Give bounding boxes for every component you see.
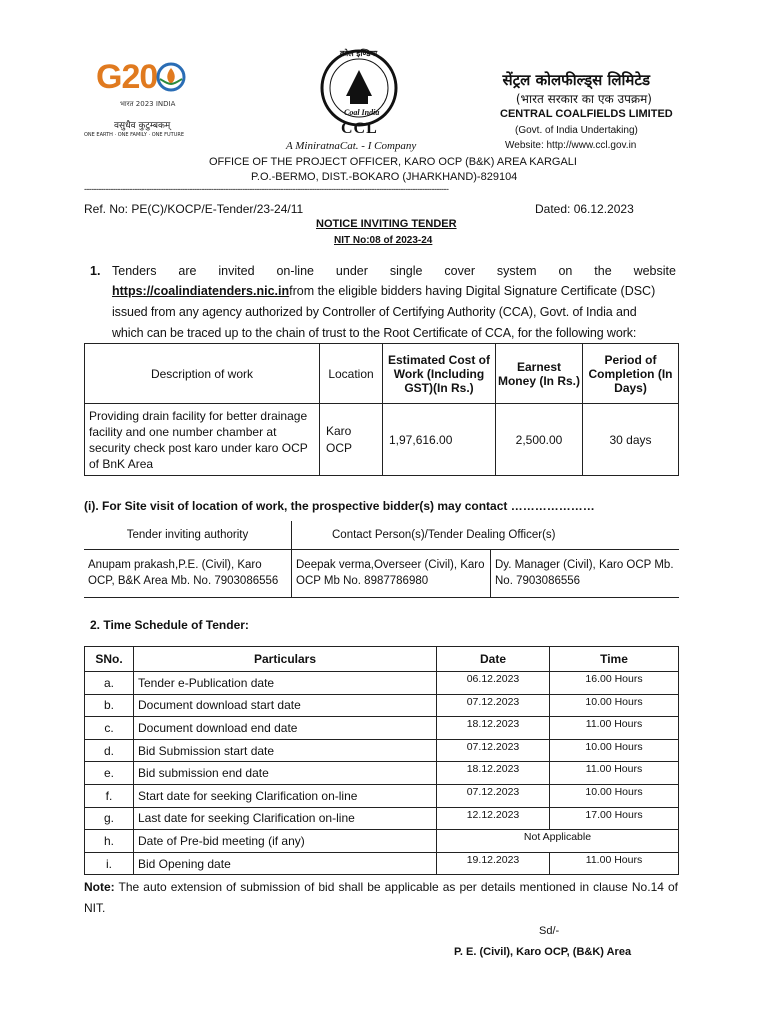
notice-title: NOTICE INVITING TENDER xyxy=(316,218,457,230)
schedule-sno: c. xyxy=(85,717,134,740)
para-1-number: 1. xyxy=(90,264,101,278)
g20-sanskrit: वसुधैव कुटुम्बकम् xyxy=(114,121,171,131)
schedule-date: 07.12.2023 xyxy=(437,694,550,717)
para-1-word: on xyxy=(558,264,573,278)
para-1-word: single xyxy=(389,264,423,278)
dated: Dated: 06.12.2023 xyxy=(535,202,634,216)
th-estimated-cost: Estimated Cost of Work (Including GST)(In Rs.) xyxy=(383,344,496,404)
schedule-particular: Last date for seeking Clarification on-line xyxy=(134,807,437,830)
para-1-word: website xyxy=(633,264,676,278)
contact-authority: Anupam prakash,P.E. (Civil), Karo OCP, B&K Area Mb. No. 7903086556 xyxy=(84,549,292,597)
nit-number: NIT No:08 of 2023-24 xyxy=(334,235,433,246)
para-1-line-3: issued from any agency authorized by Controller of Certifying Authority (CCA), Govt. of India and xyxy=(112,305,637,319)
work-description: Providing drain facility for better drainage facility and one number chamber at security check post karo under karo OCP of BnK Area xyxy=(85,404,320,476)
schedule-time: 10.00 Hours xyxy=(550,784,679,807)
schedule-sno: e. xyxy=(85,762,134,785)
schedule-date: 18.12.2023 xyxy=(437,717,550,740)
schedule-particular: Bid submission end date xyxy=(134,762,437,785)
address-line: P.O.-BERMO, DIST.-BOKARO (JHARKHAND)-829104 xyxy=(251,171,518,183)
seal-text-english: Coal India xyxy=(344,108,380,117)
contact-table xyxy=(84,521,679,598)
office-line: OFFICE OF THE PROJECT OFFICER, KARO OCP (B&K) AREA KARGALI xyxy=(209,156,577,168)
note-label: Note: xyxy=(84,880,115,894)
th-date: Date xyxy=(437,647,550,672)
schedule-date: 06.12.2023 xyxy=(437,672,550,695)
schedule-particular: Date of Pre-bid meeting (if any) xyxy=(134,830,437,853)
g20-motto: ONE EARTH · ONE FAMILY · ONE FUTURE xyxy=(84,132,184,138)
schedule-sno: f. xyxy=(85,784,134,807)
schedule-row xyxy=(85,739,679,762)
hindi-subtitle: (भारत सरकार का एक उपक्रम) xyxy=(515,92,652,106)
schedule-time: 17.00 Hours xyxy=(550,807,679,830)
schedule-sno: g. xyxy=(85,807,134,830)
schedule-date: 07.12.2023 xyxy=(437,739,550,762)
th-period: Period of Completion (In Days) xyxy=(583,344,679,404)
para-1-word: the xyxy=(594,264,612,278)
contact-overseer: Deepak verma,Overseer (Civil), Karo OCP Mb No. 8987786980 xyxy=(292,549,491,597)
para-1-word: system xyxy=(496,264,537,278)
ccl-tagline: A MiniratnaCat. - I Company xyxy=(286,140,417,152)
divider: -------------------------------------------------------------------------------------------------------------------------------------------------------- xyxy=(84,184,449,194)
schedule-sno: b. xyxy=(85,694,134,717)
schedule-time: 11.00 Hours xyxy=(550,717,679,740)
work-cost: 1,97,616.00 xyxy=(383,404,496,476)
schedule-row xyxy=(85,717,679,740)
site-visit-heading: (i). For Site visit of location of work, the prospective bidder(s) may contact ………………… xyxy=(84,499,595,513)
schedule-sno: h. xyxy=(85,830,134,853)
para-1-word: Tenders xyxy=(112,264,157,278)
work-earnest: 2,500.00 xyxy=(496,404,583,476)
schedule-date: 19.12.2023 xyxy=(437,852,550,875)
work-location: Karo OCP xyxy=(320,404,383,476)
th-earnest-money: Earnest Money (In Rs.) xyxy=(496,344,583,404)
hindi-company-name: सेंट्रल कोलफील्ड्स लिमिटेड xyxy=(502,71,650,89)
schedule-time: 10.00 Hours xyxy=(550,739,679,762)
schedule-row xyxy=(85,762,679,785)
contact-dy-manager: Dy. Manager (Civil), Karo OCP Mb. No. 7903086556 xyxy=(491,549,680,597)
schedule-sno: d. xyxy=(85,739,134,762)
work-table xyxy=(84,343,679,476)
schedule-sno: i. xyxy=(85,852,134,875)
schedule-title: 2. Time Schedule of Tender: xyxy=(90,618,249,632)
coal-india-seal xyxy=(314,48,404,128)
th-description: Description of work xyxy=(85,344,320,404)
tender-portal-link[interactable]: https://coalindiatenders.nic.in xyxy=(112,284,290,298)
company-name: CENTRAL COALFIELDS LIMITED xyxy=(500,108,673,120)
g20-subtitle: भारत 2023 INDIA xyxy=(120,100,176,108)
th-time: Time xyxy=(550,647,679,672)
lotus-icon xyxy=(156,62,186,92)
signatory: P. E. (Civil), Karo OCP, (B&K) Area xyxy=(454,946,632,958)
para-1-word: invited xyxy=(218,264,255,278)
para-1-word: on-line xyxy=(276,264,314,278)
schedule-date: Not Applicable xyxy=(437,830,679,853)
schedule-table xyxy=(84,646,679,875)
seal-text-hindi: कोल इण्डिया xyxy=(340,49,378,58)
th-sno: SNo. xyxy=(85,647,134,672)
ref-number: Ref. No: PE(C)/KOCP/E-Tender/23-24/11 xyxy=(84,202,304,216)
th-location: Location xyxy=(320,344,383,404)
g20-logo xyxy=(84,58,204,142)
work-period: 30 days xyxy=(583,404,679,476)
signature: Sd/- xyxy=(539,925,560,937)
para-1-word: cover xyxy=(444,264,475,278)
g20-wordmark: G20 xyxy=(96,58,158,96)
schedule-time: 10.00 Hours xyxy=(550,694,679,717)
note xyxy=(84,877,678,919)
schedule-sno: a. xyxy=(85,672,134,695)
schedule-row xyxy=(85,694,679,717)
schedule-particular: Tender e-Publication date xyxy=(134,672,437,695)
th-particulars: Particulars xyxy=(134,647,437,672)
para-1-word: are xyxy=(178,264,197,278)
schedule-time: 11.00 Hours xyxy=(550,762,679,785)
schedule-row xyxy=(85,784,679,807)
schedule-time: 11.00 Hours xyxy=(550,852,679,875)
schedule-date: 12.12.2023 xyxy=(437,807,550,830)
para-1-line-2: https://coalindiatenders.nic.infrom the eligible bidders having Digital Signature Certificate (DSC) xyxy=(112,284,656,298)
para-1-word: under xyxy=(335,264,368,278)
website: Website: http://www.ccl.gov.in xyxy=(505,140,637,151)
schedule-particular: Document download start date xyxy=(134,694,437,717)
para-1-line-1 xyxy=(112,264,676,278)
para-1-line-4: which can be traced up to the chain of trust to the Root Certificate of CCA, for the following work: xyxy=(112,326,637,340)
note-text: The auto extension of submission of bid shall be applicable as per details mentioned in clause No.14 of NIT. xyxy=(84,880,678,915)
schedule-row xyxy=(85,830,679,853)
schedule-particular: Start date for seeking Clarification on-line xyxy=(134,784,437,807)
schedule-particular: Bid Submission start date xyxy=(134,739,437,762)
govt-undertaking: (Govt. of India Undertaking) xyxy=(515,125,638,136)
schedule-row xyxy=(85,807,679,830)
schedule-date: 07.12.2023 xyxy=(437,784,550,807)
schedule-particular: Document download end date xyxy=(134,717,437,740)
schedule-row xyxy=(85,852,679,875)
schedule-row xyxy=(85,672,679,695)
schedule-time: 16.00 Hours xyxy=(550,672,679,695)
schedule-particular: Bid Opening date xyxy=(134,852,437,875)
schedule-date: 18.12.2023 xyxy=(437,762,550,785)
th-tender-inviting-authority: Tender inviting authority xyxy=(84,521,292,549)
ccl-logo: CCL xyxy=(341,120,378,137)
th-contact-persons: Contact Person(s)/Tender Dealing Officer(s) xyxy=(292,521,680,549)
